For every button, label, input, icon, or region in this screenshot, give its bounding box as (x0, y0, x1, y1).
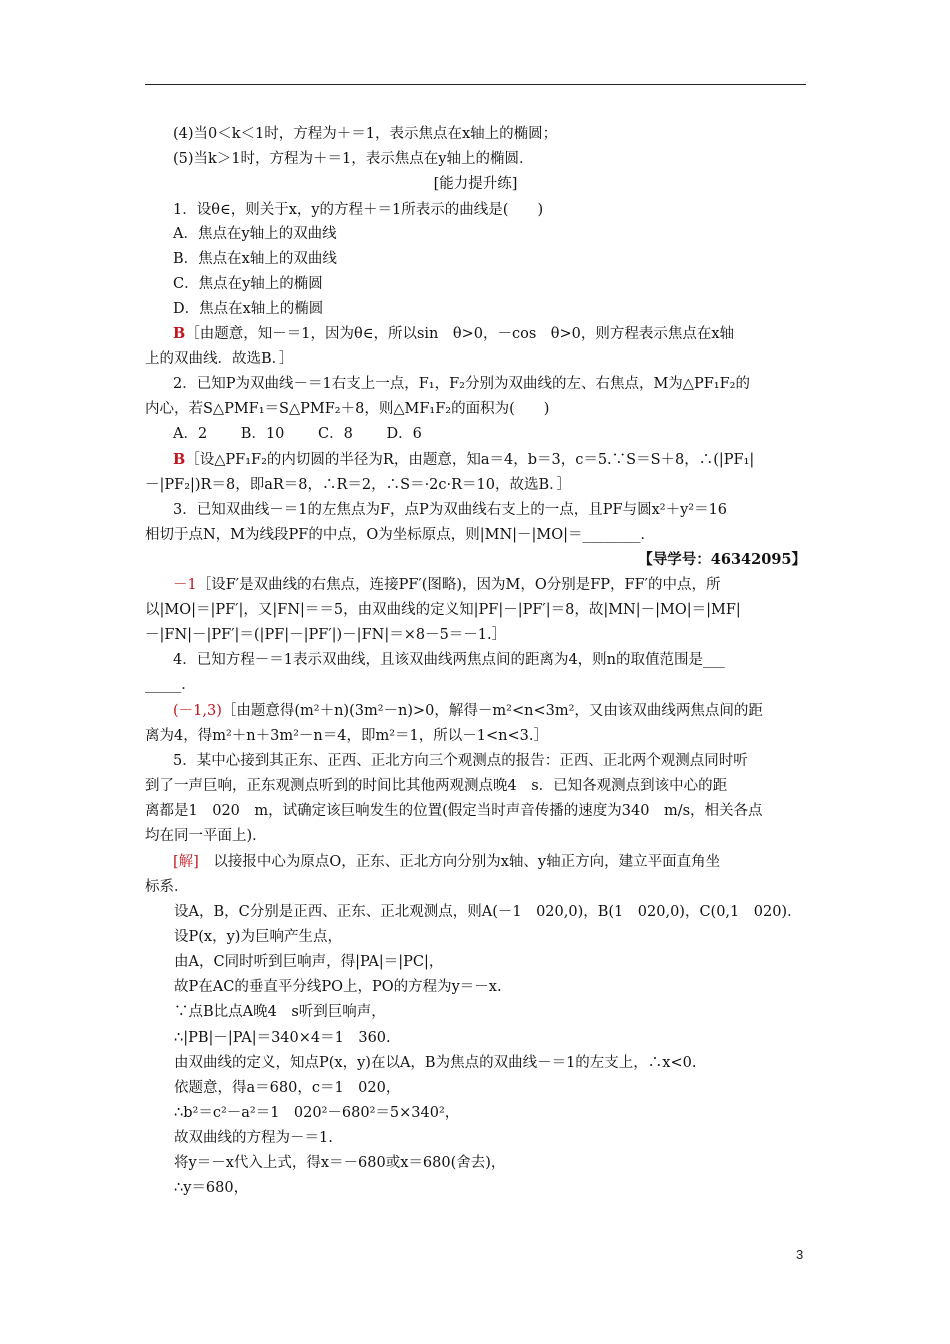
option-d: D．焦点在x轴上的椭圆 (173, 301, 324, 317)
text-line: ∵点B比点A晚4 s听到巨响声， (174, 1004, 386, 1020)
text-line: (4)当0＜k＜1时，方程为＋＝1，表示焦点在x轴上的椭圆； (173, 126, 558, 142)
text-line: 由双曲线的定义，知点P(x，y)在以A，B为焦点的双曲线－＝1的左支上，∴x<0. (174, 1055, 697, 1071)
answer-2 (145, 450, 806, 470)
text-line: 以|MO|＝|PF′|，又|FN|＝＝5，由双曲线的定义知|PF|－|PF′|＝8，故|MN|－|MO|＝|MF| (145, 602, 741, 618)
answer-letter: B (173, 325, 186, 342)
option-b: B．焦点在x轴上的双曲线 (173, 251, 337, 267)
text-line: 离都是1 020 m，试确定该巨响发生的位置(假定当时声音传播的速度为340 m/s，相关各点 (145, 803, 763, 819)
text-line: 均在同一平面上)． (145, 828, 267, 844)
text-line: ∴|PB|－|PA|＝340×4＝1 360. (174, 1030, 391, 1046)
answer-text: ［由题意，知－＝1，因为θ∈，所以sin θ>0，－cos θ>0，则方程表示焦点在x轴 (185, 326, 735, 342)
answer-letter: B (173, 451, 186, 468)
text-line: 依题意，得a＝680，c＝1 020， (174, 1080, 401, 1096)
text-line: 内心，若S△PMF₁＝S△PMF₂＋8，则△MF₁F₂的面积为( ) (145, 401, 550, 417)
answer-text: ［设F′是双曲线的右焦点，连接PF′(图略)，因为M，O分别是FP，FF′的中点，所 (196, 577, 721, 593)
solution-5 (145, 852, 806, 872)
text-line: 将y＝－x代入上式，得x＝－680或x＝680(舍去)， (174, 1155, 506, 1171)
option-a: A．焦点在y轴上的双曲线 (173, 226, 337, 242)
question-3: 3．已知双曲线－＝1的左焦点为F，点P为双曲线右支上的一点，且PF与圆x²＋y²＝16 (173, 502, 728, 518)
question-4: 4．已知方程－＝1表示双曲线，且该双曲线两焦点间的距离为4，则n的取值范围是___ (173, 652, 725, 668)
options-2: A．2 B．10 C．8 D．6 (173, 426, 422, 442)
answer-value: －1 (173, 577, 197, 593)
text-line: 故双曲线的方程为－＝1. (174, 1130, 333, 1146)
question-2: 2．已知P为双曲线－＝1右支上一点，F₁，F₂分别为双曲线的左、右焦点，M为△PF₁F₂的 (173, 376, 750, 392)
text-line: _____． (145, 677, 196, 693)
answer-text: ［设△PF₁F₂的内切圆的半径为R，由题意，知a＝4，b＝3，c＝5.∵S＝S＋8，∴(|PF₁| (185, 452, 755, 468)
text-line: ∴b²＝c²－a²＝1 020²－680²＝5×340²， (174, 1105, 460, 1121)
text-line: ∴y＝680， (174, 1180, 249, 1196)
text-line: 离为4，得m²＋n＋3m²－n＝4，即m²＝1，所以－1<n<3.］ (145, 728, 548, 744)
text-line: 相切于点N，M为线段PF的中点，O为坐标原点，则|MN|－|MO|＝________． (145, 527, 656, 543)
text-line: 标系． (145, 879, 189, 895)
text-line: 到了一声巨响，正东观测点听到的时间比其他两观测点晚4 s．已知各观测点到该中心的距 (145, 778, 728, 794)
text-line: 故P在AC的垂直平分线PO上，PO的方程为y＝－x. (174, 979, 502, 995)
option-c: C．焦点在y轴上的椭圆 (173, 276, 323, 292)
text-line: 设P(x，y)为巨响产生点， (174, 929, 342, 945)
question-1: 1．设θ∈，则关于x，y的方程＋＝1所表示的曲线是( ) (173, 202, 544, 218)
header-rule (145, 84, 806, 85)
text-line: (5)当k＞1时，方程为＋＝1，表示焦点在y轴上的椭圆． (173, 151, 534, 167)
reference-number: 【导学号：46342095】 (638, 551, 806, 568)
answer-3 (145, 575, 806, 595)
answer-text: ［由题意得(m²＋n)(3m²－n)>0，解得－m²<n<3m²，又由该双曲线两焦点间的距 (221, 703, 763, 719)
section-heading: [能力提升练] (433, 176, 518, 192)
text-line: 上的双曲线．故选B．］ (145, 351, 294, 367)
text-line: －|FN|－|PF′|＝(|PF|－|PF′|)－|FN|＝×8－5＝－1.］ (145, 627, 507, 643)
answer-value: (－1,3) (173, 703, 222, 719)
text-line: －|PF₂|)R＝8，即aR＝8，∴R＝2，∴S＝·2c·R＝10，故选B．］ (145, 477, 571, 493)
question-5: 5．某中心接到其正东、正西、正北方向三个观测点的报告：正西、正北两个观测点同时听 (173, 753, 748, 769)
text-line: 由A，C同时听到巨响声，得|PA|＝|PC|， (174, 954, 444, 970)
answer-1 (145, 324, 806, 344)
solution-text: 以接报中心为原点O，正东、正北方向分别为x轴、y轴正方向，建立平面直角坐 (198, 854, 721, 870)
answer-4 (145, 701, 806, 721)
page-number: 3 (796, 1247, 804, 1262)
solution-label: [解] (173, 854, 199, 870)
text-line: 设A，B，C分别是正西、正东、正北观测点，则A(－1 020,0)，B(1 020,0)，C(0,1 020)． (174, 904, 802, 920)
